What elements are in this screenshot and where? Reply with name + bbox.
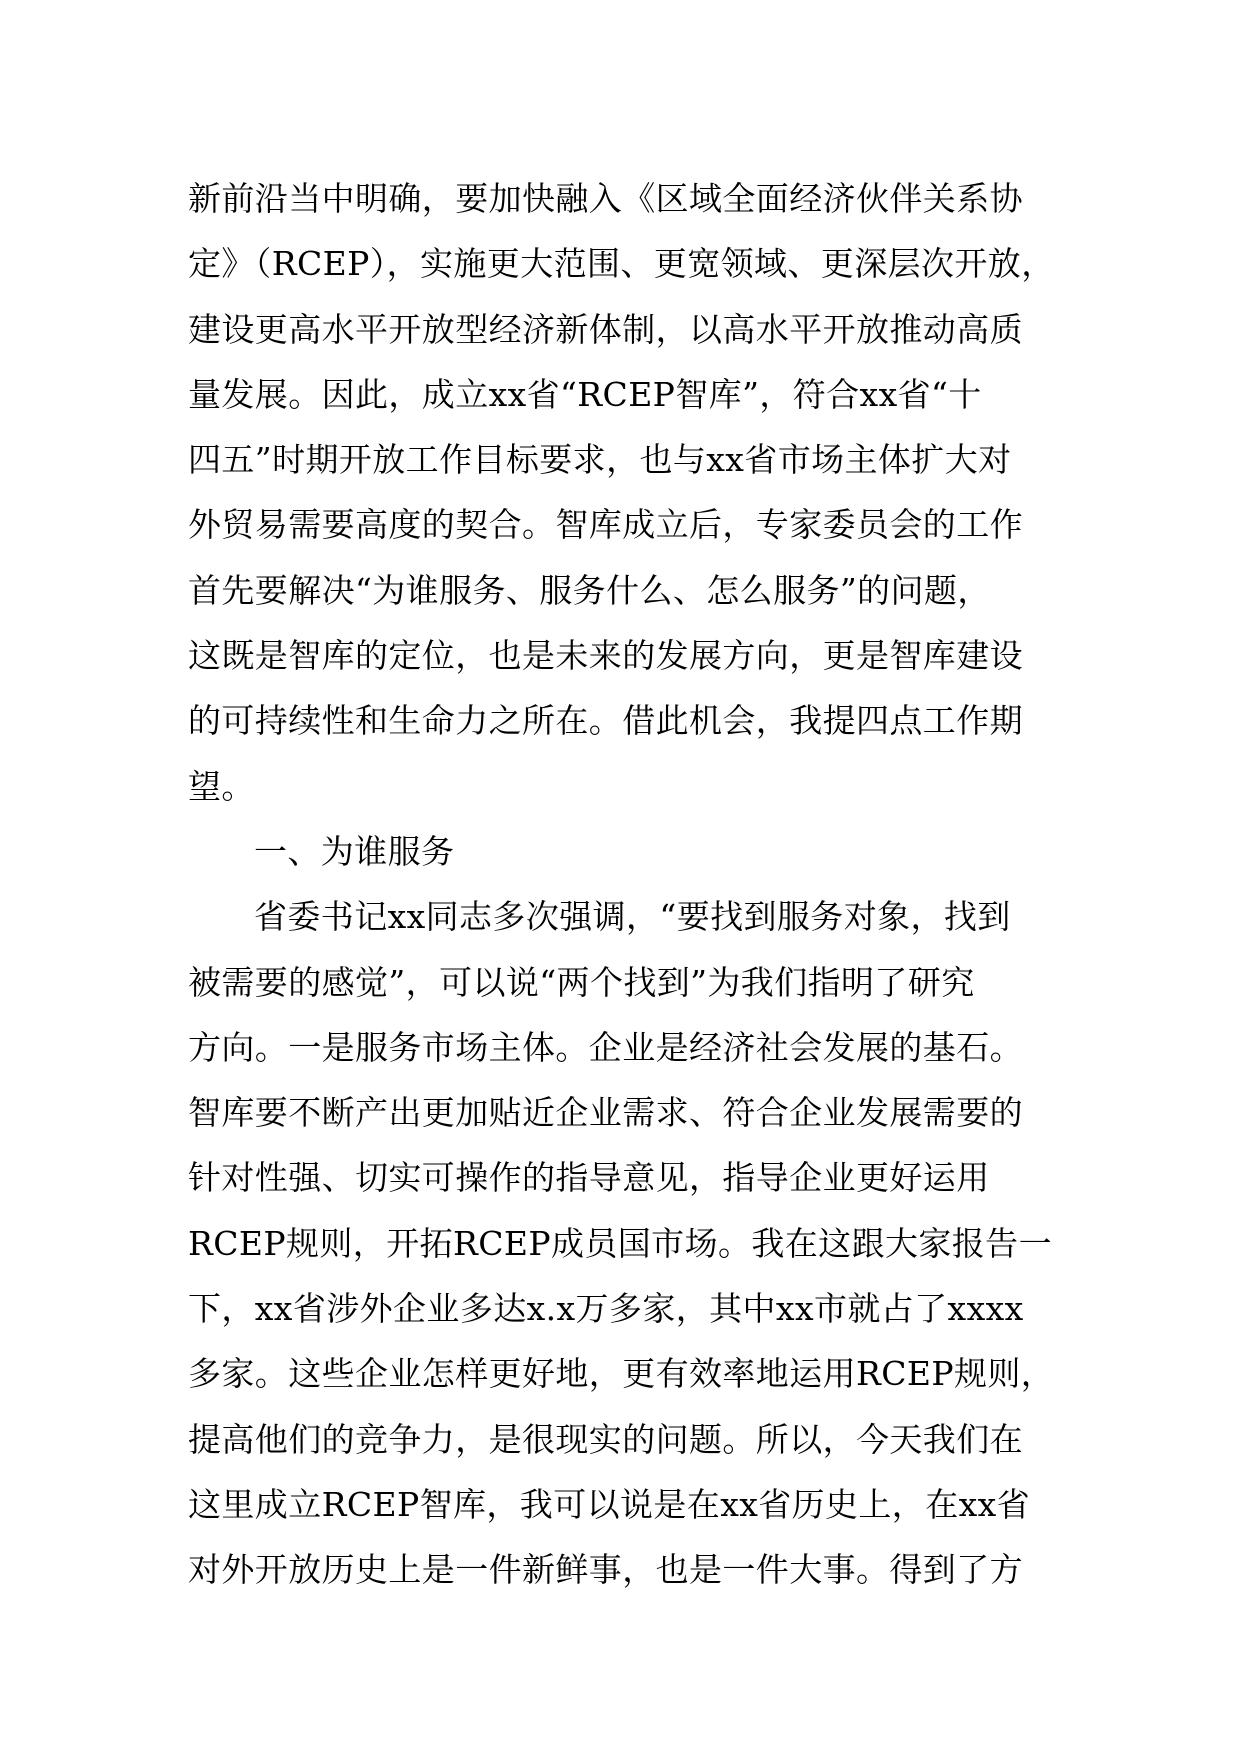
text-line-9: 的可持续性和生命力之所在。借此机会，我提四点工作期 bbox=[188, 701, 1023, 741]
text-line-4: 量发展。因此，成立xx省“RCEP智库”，符合xx省“十 bbox=[188, 374, 982, 414]
text-line-12: 省委书记xx同志多次强调，“要找到服务对象，找到 bbox=[254, 897, 1011, 937]
text-line-2: 定》（RCEP），实施更大范围、更宽领域、更深层次开放， bbox=[188, 244, 1055, 284]
text-line-21: 这里成立RCEP智库，我可以说是在xx省历史上，在xx省 bbox=[188, 1484, 1031, 1524]
text-line-3: 建设更高水平开放型经济新体制，以高水平开放推动高质 bbox=[188, 309, 1023, 349]
text-line-6: 外贸易需要高度的契合。智库成立后，专家委员会的工作 bbox=[188, 505, 1023, 545]
text-line-15: 智库要不断产出更加贴近企业需求、符合企业发展需要的 bbox=[188, 1093, 1023, 1133]
text-line-18: 下，xx省涉外企业多达x.x万多家，其中xx市就占了xxxx bbox=[188, 1289, 1024, 1329]
text-line-16: 针对性强、切实可操作的指导意见，指导企业更好运用 bbox=[188, 1158, 990, 1198]
text-line-13: 被需要的感觉”，可以说“两个找到”为我们指明了研究 bbox=[188, 962, 975, 1002]
text-line-14: 方向。一是服务市场主体。企业是经济社会发展的基石。 bbox=[188, 1027, 1023, 1067]
text-line-22: 对外开放历史上是一件新鲜事，也是一件大事。得到了方 bbox=[188, 1550, 1023, 1590]
text-line-7: 首先要解决“为谁服务、服务什么、怎么服务”的问题， bbox=[188, 570, 991, 610]
text-line-5: 四五”时期开放工作目标要求，也与xx省市场主体扩大对 bbox=[188, 440, 1012, 480]
text-line-1: 新前沿当中明确，要加快融入《区域全面经济伙伴关系协 bbox=[188, 179, 1023, 218]
text-line-19: 多家。这些企业怎样更好地，更有效率地运用RCEP规则， bbox=[188, 1354, 1055, 1394]
text-line-8: 这既是智库的定位，也是未来的发展方向，更是智库建设 bbox=[188, 636, 1023, 676]
text-line-20: 提高他们的竞争力，是很现实的问题。所以，今天我们在 bbox=[188, 1419, 1023, 1459]
section-heading: 一、为谁服务 bbox=[254, 831, 455, 871]
document-body bbox=[188, 166, 1068, 1603]
text-line-17: RCEP规则，开拓RCEP成员国市场。我在这跟大家报告一 bbox=[188, 1223, 1052, 1263]
text-line-10: 望。 bbox=[188, 766, 255, 806]
